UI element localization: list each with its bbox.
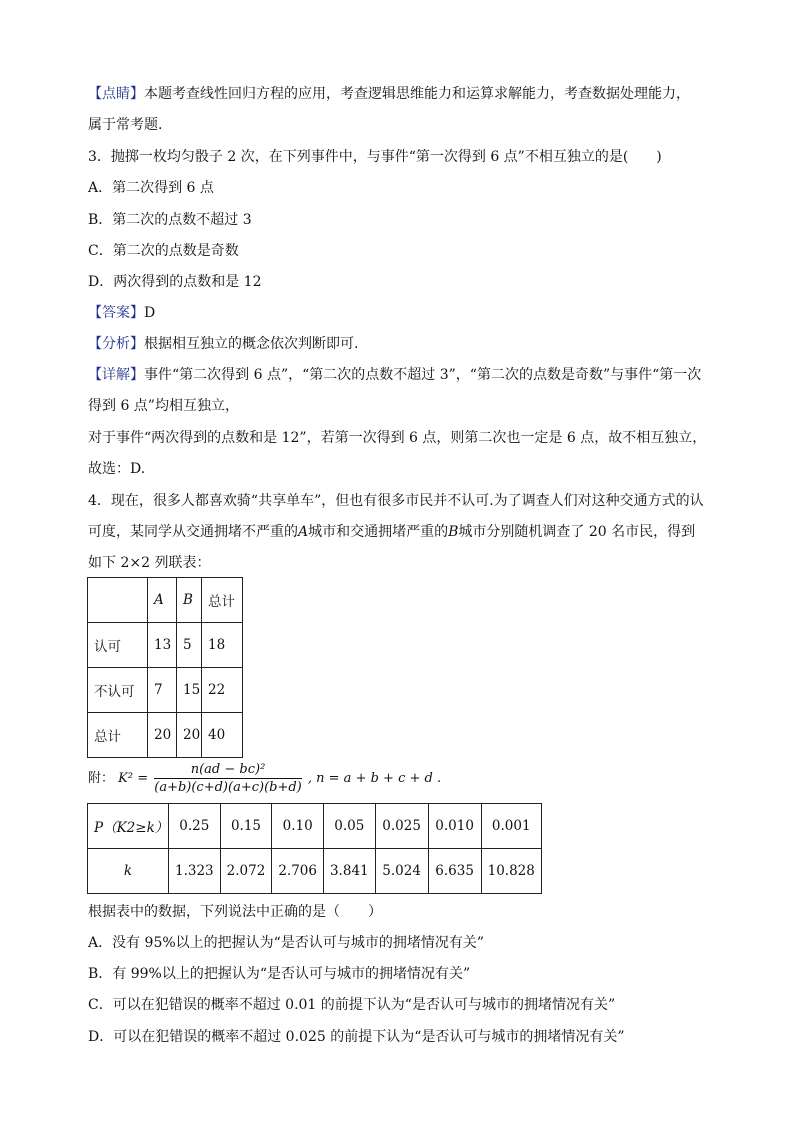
prev-comment-line2: 属于常考题. [88,117,163,133]
q4-option-b: B．有 99%以上的把握认为“是否认可与城市的拥堵情况有关” [88,966,471,982]
table-cell: 6.635 [428,849,481,894]
q3-option-c: C．第二次的点数是奇数 [88,243,239,259]
table-cell: 22 [202,668,243,713]
table-cell: 0.05 [323,804,375,849]
table-cell: 5 [177,623,202,668]
table-cell: 3.841 [323,849,375,894]
table-cell: 2.706 [272,849,324,894]
table-cell: 0.15 [220,804,272,849]
table-row [88,804,542,849]
table-cell: 2.072 [220,849,272,894]
table-header-cell: B [177,578,202,623]
prev-comment-text: 本题考查线性回归方程的应用，考查逻辑思维能力和运算求解能力，考查数据处理能力， [144,86,690,102]
p-label-cell [88,804,169,849]
q3-stem: 3．抛掷一枚均匀骰子 2 次，在下列事件中，与事件“第一次得到 6 点”不相互独立的是( ) [88,149,662,165]
q3-detail-line3: 对于事件“两次得到的点数和是 12”，若第一次得到 6 点，则第二次也一定是 6 点，故不相互独立， [88,430,707,446]
table-cell: 1.323 [169,849,221,894]
q4-stem-part-c: 城市分别随机调查了 20 名市民，得到 [458,524,696,540]
table-cell: 0.001 [481,804,541,849]
table-row [88,713,243,758]
p-label: P（K2≥k） [94,820,169,836]
table-cell: 10.828 [481,849,541,894]
table-header-cell: A [148,578,177,623]
q4-stem-part-b: 城市和交通拥堵严重的 [308,524,449,540]
table-header-cell [88,578,148,623]
table-header-row [88,578,243,623]
q3-answer [88,303,155,323]
prev-comment-line1 [88,84,690,104]
formula-lhs: K² = [118,771,149,786]
table-cell: 20 [148,713,177,758]
detail-text: 事件“第二次得到 6 点”，“第二次的点数不超过 3”，“第二次的点数是奇数”与事件“第一次 [144,367,702,383]
table-cell: 40 [202,713,243,758]
analysis-tag: 【分析】 [88,336,144,352]
table-cell: 0.10 [272,804,324,849]
table-header-cell: 总计 [202,578,243,623]
table-cell: 18 [202,623,243,668]
formula-denominator: (a+b)(c+d)(a+c)(b+d) [154,780,302,795]
formula-suffix: , n = a + b + c + d . [307,771,442,786]
table-cell: 0.25 [169,804,221,849]
table-cell: 不认可 [88,668,148,713]
q4-option-c: C．可以在犯错误的概率不超过 0.01 的前提下认为“是否认可与城市的拥堵情况有关” [88,997,616,1013]
q4-stem-line2 [88,522,695,542]
table-row [88,623,243,668]
q3-analysis [88,334,358,354]
analysis-text: 根据相互独立的概念依次判断即可. [144,336,359,352]
q3-detail-line4: 故选：D. [88,461,146,477]
dianjing-tag: 【点睛】 [88,86,144,102]
chi-square-formula [88,762,441,795]
city-b-symbol: B [448,524,459,540]
q3-detail-line2: 得到 6 点”均相互独立， [88,398,239,414]
critical-value-table [87,803,542,894]
q3-option-b: B．第二次的点数不超过 3 [88,212,252,228]
q3-detail-line1 [88,365,701,385]
formula-numerator: n(ad − bc)² [154,762,302,779]
q4-stem-line1: 4．现在，很多人都喜欢骑“共享单车”，但也有很多市民并不认可.为了调查人们对这种交通方式的认 [88,493,704,509]
table-cell: 13 [148,623,177,668]
q3-option-d: D．两次得到的点数和是 12 [88,274,262,290]
formula-fraction [154,762,302,795]
table-cell: 0.025 [375,804,428,849]
q4-option-a: A．没有 95%以上的把握认为“是否认可与城市的拥堵情况有关” [88,935,484,951]
answer-tag: 【答案】 [88,305,144,321]
table-cell: 认可 [88,623,148,668]
table-row [88,849,542,894]
q4-stem-part-a: 可度，某同学从交通拥堵不严重的 [88,524,298,540]
contingency-table [87,577,243,758]
table-cell: 总计 [88,713,148,758]
city-a-symbol: A [298,524,309,540]
table-cell: 20 [177,713,202,758]
q3-option-a: A．第二次得到 6 点 [88,180,214,196]
k-label-cell: k [88,849,169,894]
q4-question: 根据表中的数据，下列说法中正确的是（ ） [88,904,382,920]
table-cell: 0.010 [428,804,481,849]
q4-option-d: D．可以在犯错误的概率不超过 0.025 的前提下认为“是否认可与城市的拥堵情况有关” [88,1029,625,1045]
detail-tag: 【详解】 [88,367,144,383]
table-cell: 7 [148,668,177,713]
table-row [88,668,243,713]
formula-prefix: 附： [88,771,115,786]
answer-value: D [144,305,156,321]
q4-stem-line3: 如下 2×2 列联表： [88,555,211,571]
table-cell: 5.024 [375,849,428,894]
table-cell: 15 [177,668,202,713]
